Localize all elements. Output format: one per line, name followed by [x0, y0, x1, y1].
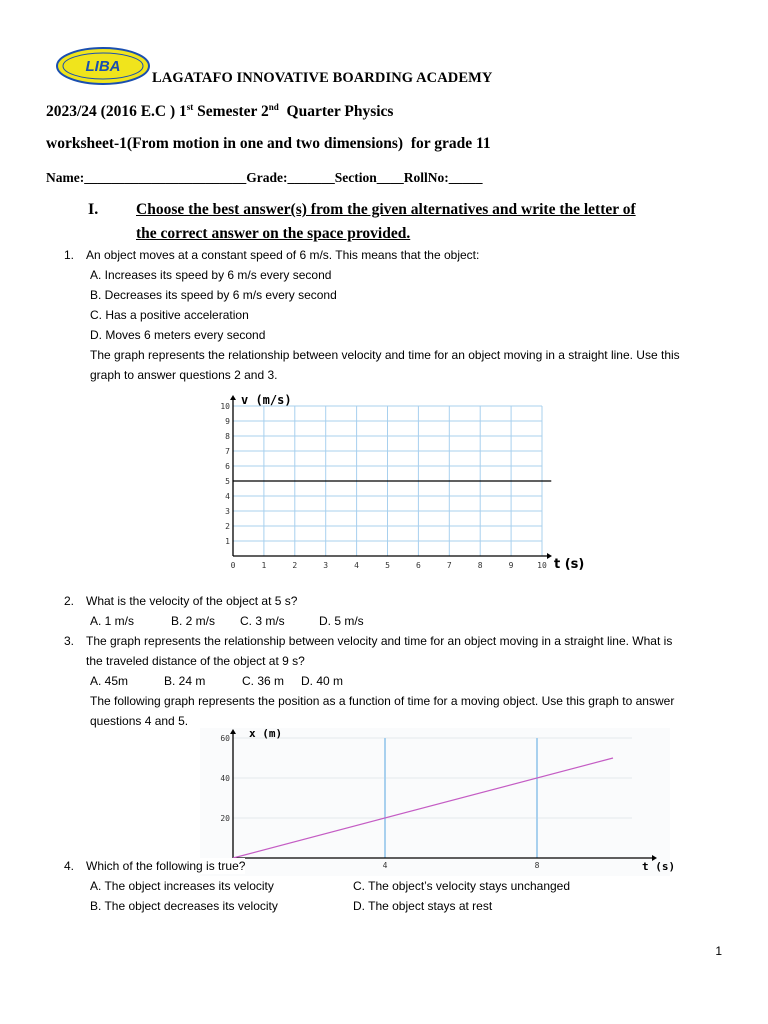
q2-option-d: D. 5 m/s — [319, 614, 364, 628]
q1-option-b: B. Decreases its speed by 6 m/s every second — [90, 288, 337, 302]
q4-option-c: C. The object’s velocity stays unchanged — [353, 879, 571, 893]
q2-option-c: C. 3 m/s — [240, 614, 285, 628]
worksheet-title: worksheet-1(From motion in one and two dimensions) for grade 11 — [46, 135, 491, 152]
y-tick-label: 3 — [225, 507, 230, 516]
x-axis-arrow — [547, 553, 552, 559]
semester-line: 2023/24 (2016 E.C ) 1st Semester 2nd Quarter Physics — [46, 102, 394, 121]
x-tick-label: 1 — [261, 561, 267, 570]
q3-text-line1: The graph represents the relationship between velocity and time for an object moving in a straight line. What is — [86, 634, 673, 648]
q3-option-b: B. 24 m — [164, 674, 206, 688]
y-tick-label: 6 — [225, 462, 230, 471]
school-name: LAGATAFO INNOVATIVE BOARDING ACADEMY — [152, 70, 493, 86]
y-tick-label: 2 — [225, 522, 230, 531]
q4-number: 4. — [64, 859, 75, 873]
q4-text: Which of the following is true? — [86, 859, 246, 873]
x-axis-label: t (s) — [642, 860, 676, 873]
q3-option-a: A. 45m — [90, 674, 129, 688]
q2-number: 2. — [64, 594, 75, 608]
graph2-intro-line1: The following graph represents the position as a function of time for a moving object. Use this graph to answer — [90, 694, 675, 708]
q3-option-d: D. 40 m — [301, 674, 344, 688]
y-tick-label: 8 — [225, 432, 230, 441]
section-title-line1: Choose the best answer(s) from the given alternatives and write the letter of — [136, 201, 636, 218]
y-tick-label: 5 — [225, 477, 230, 486]
position-time-graph — [200, 727, 676, 876]
q4-option-d: D. The object stays at rest — [353, 899, 493, 913]
x-tick-label: 8 — [534, 861, 540, 870]
y-tick-label: 20 — [220, 814, 230, 823]
q4-option-a: A. The object increases its velocity — [90, 879, 274, 893]
y-axis-label: v (m/s) — [241, 393, 292, 407]
y-tick-label: 1 — [225, 537, 230, 546]
q2-text: What is the velocity of the object at 5 s? — [86, 594, 298, 608]
school-logo — [55, 46, 151, 86]
q1-text: An object moves at a constant speed of 6 m/s. This means that the object: — [86, 248, 480, 262]
section-number: I. — [88, 201, 99, 218]
page-number: 1 — [715, 944, 722, 958]
q3-text-line2: the traveled distance of the object at 9 s? — [86, 654, 305, 668]
x-tick-label: 6 — [415, 561, 421, 570]
x-tick-label: 4 — [382, 861, 388, 870]
y-tick-label: 4 — [225, 492, 230, 501]
q2-option-a: A. 1 m/s — [90, 614, 135, 628]
graph2-intro-line2: questions 4 and 5. — [90, 714, 189, 728]
y-tick-label: 10 — [220, 402, 230, 411]
q3-number: 3. — [64, 634, 75, 648]
section-title-line2: the correct answer on the space provided. — [136, 225, 411, 242]
x-tick-label: 10 — [537, 561, 547, 570]
x-tick-label: 9 — [508, 561, 514, 570]
graph1-intro-line1: The graph represents the relationship between velocity and time for an object moving in a straight line. Use this — [90, 348, 680, 362]
velocity-time-graph — [200, 388, 610, 578]
y-tick-label: 9 — [225, 417, 230, 426]
x-tick-label: 8 — [477, 561, 483, 570]
chart-background — [200, 728, 670, 876]
student-info-line: Name:________________________Grade:_______Section____RollNo:_____ — [46, 170, 483, 185]
q1-option-d: D. Moves 6 meters every second — [90, 328, 266, 342]
q4-option-b: B. The object decreases its velocity — [90, 899, 278, 913]
x-tick-label: 3 — [323, 561, 329, 570]
q3-option-c: C. 36 m — [242, 674, 285, 688]
y-axis-label: x (m) — [249, 727, 283, 740]
y-tick-label: 7 — [225, 447, 230, 456]
y-tick-label: 40 — [220, 774, 230, 783]
q2-option-b: B. 2 m/s — [171, 614, 216, 628]
x-tick-label: 5 — [385, 561, 390, 570]
x-tick-label: 4 — [354, 561, 360, 570]
y-tick-label: 60 — [220, 734, 230, 743]
x-tick-label: 2 — [292, 561, 298, 570]
x-tick-label: 0 — [230, 561, 236, 570]
x-axis-label: t (s) — [554, 557, 585, 572]
graph1-intro-line2: graph to answer questions 2 and 3. — [90, 368, 278, 382]
q1-option-a: A. Increases its speed by 6 m/s every second — [90, 268, 332, 282]
y-axis-arrow — [230, 395, 236, 400]
x-tick-label: 7 — [446, 561, 452, 570]
q1-number: 1. — [64, 248, 75, 262]
q1-option-c: C. Has a positive acceleration — [90, 308, 249, 322]
logo-lettering: LIBA — [85, 58, 121, 75]
